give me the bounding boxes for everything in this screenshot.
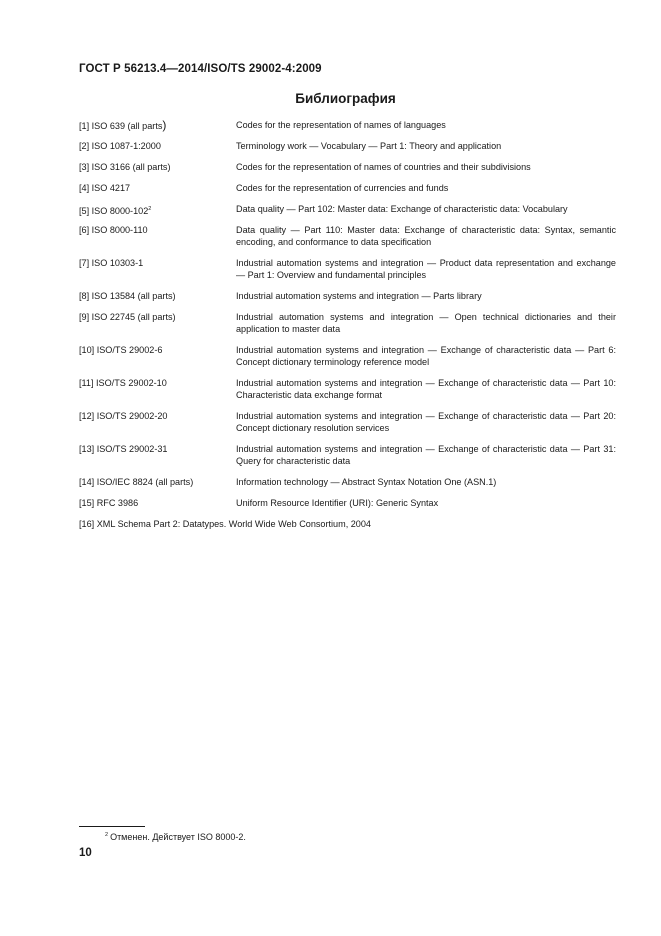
reference-id: [13] ISO/TS 29002-31	[79, 444, 168, 454]
reference-id: [12] ISO/TS 29002-20	[79, 411, 168, 421]
section-title: Библиография	[295, 91, 396, 106]
reference-title: Industrial automation systems and integration — Product data representation and exchange — Part 1: Overview and fundamental principles	[236, 258, 616, 280]
footnote	[105, 832, 246, 842]
reference-id: [4] ISO 4217	[79, 183, 131, 193]
footnote-divider	[79, 826, 145, 827]
reference-item	[79, 410, 616, 434]
reference-item	[79, 443, 616, 467]
reference-item	[79, 140, 616, 152]
reference-item	[79, 497, 616, 509]
reference-item	[79, 203, 616, 215]
reference-item	[79, 257, 616, 281]
reference-title: Uniform Resource Identifier (URI): Generic Syntax	[236, 498, 439, 508]
reference-id: [11] ISO/TS 29002-10	[79, 378, 167, 388]
reference-id: [9] ISO 22745 (all parts)	[79, 312, 176, 322]
reference-item	[79, 119, 616, 131]
reference-title: Industrial automation systems and integration — Exchange of characteristic data — Part 10: Characteristic data exchange format	[236, 378, 616, 400]
reference-title: Industrial automation systems and integration — Exchange of characteristic data — Part 20: Concept dictionary resolution services	[236, 411, 616, 433]
reference-title: Information technology — Abstract Syntax Notation One (ASN.1)	[236, 477, 497, 487]
reference-title: Data quality — Part 110: Master data: Exchange of characteristic data: Syntax, semantic encoding, and conformance to data specification	[236, 225, 616, 247]
reference-title: Industrial automation systems and integration — Open technical dictionaries and their application to master data	[236, 312, 616, 334]
reference-id: [8] ISO 13584 (all parts)	[79, 291, 176, 301]
reference-full-text: [16] XML Schema Part 2: Datatypes. World Wide Web Consortium, 2004	[79, 519, 371, 529]
reference-item	[79, 518, 616, 530]
reference-id: [10] ISO/TS 29002-6	[79, 345, 163, 355]
footnote-marker: 2	[105, 832, 109, 838]
reference-item	[79, 344, 616, 368]
reference-item	[79, 161, 616, 173]
reference-id: [3] ISO 3166 (all parts)	[79, 162, 171, 172]
bibliography-list	[79, 119, 616, 539]
reference-item	[79, 311, 616, 335]
reference-title: Industrial automation systems and integration — Exchange of characteristic data — Part 6: Concept dictionary terminology reference model	[236, 345, 616, 367]
reference-id: [1] ISO 639 (all parts)	[79, 118, 167, 132]
reference-title: Codes for the representation of currencies and funds	[236, 183, 449, 193]
document-header: ГОСТ Р 56213.4—2014/ISO/TS 29002-4:2009	[79, 63, 322, 75]
reference-id: [7] ISO 10303-1	[79, 258, 144, 268]
reference-item	[79, 182, 616, 194]
reference-title: Codes for the representation of names of languages	[236, 120, 446, 130]
footnote-marker: 2	[148, 206, 152, 212]
reference-id: [5] ISO $8000-102^2$	[79, 206, 152, 216]
reference-title: Codes for the representation of names of countries and their subdivisions	[236, 162, 531, 172]
reference-id: [6] ISO 8000-110	[79, 225, 148, 235]
page-number: 10	[79, 847, 92, 859]
reference-id: [15] RFC 3986	[79, 498, 139, 508]
reference-id: [2] ISO 1087-1:2000	[79, 141, 161, 151]
reference-title: Terminology work — Vocabulary — Part 1: Theory and application	[236, 141, 502, 151]
reference-id: [14] ISO/IEC 8824 (all parts)	[79, 477, 194, 487]
footnote-text: Отменен. Действует ISO 8000-2.	[110, 832, 246, 842]
reference-title: Data quality — Part 102: Master data: Exchange of characteristic data: Vocabulary	[236, 204, 568, 214]
reference-item	[79, 290, 616, 302]
reference-item	[79, 476, 616, 488]
reference-item	[79, 224, 616, 248]
reference-title: Industrial automation systems and integration — Parts library	[236, 291, 482, 301]
reference-title: Industrial automation systems and integration — Exchange of characteristic data — Part 31: Query for characteristic data	[236, 444, 616, 466]
reference-item	[79, 377, 616, 401]
